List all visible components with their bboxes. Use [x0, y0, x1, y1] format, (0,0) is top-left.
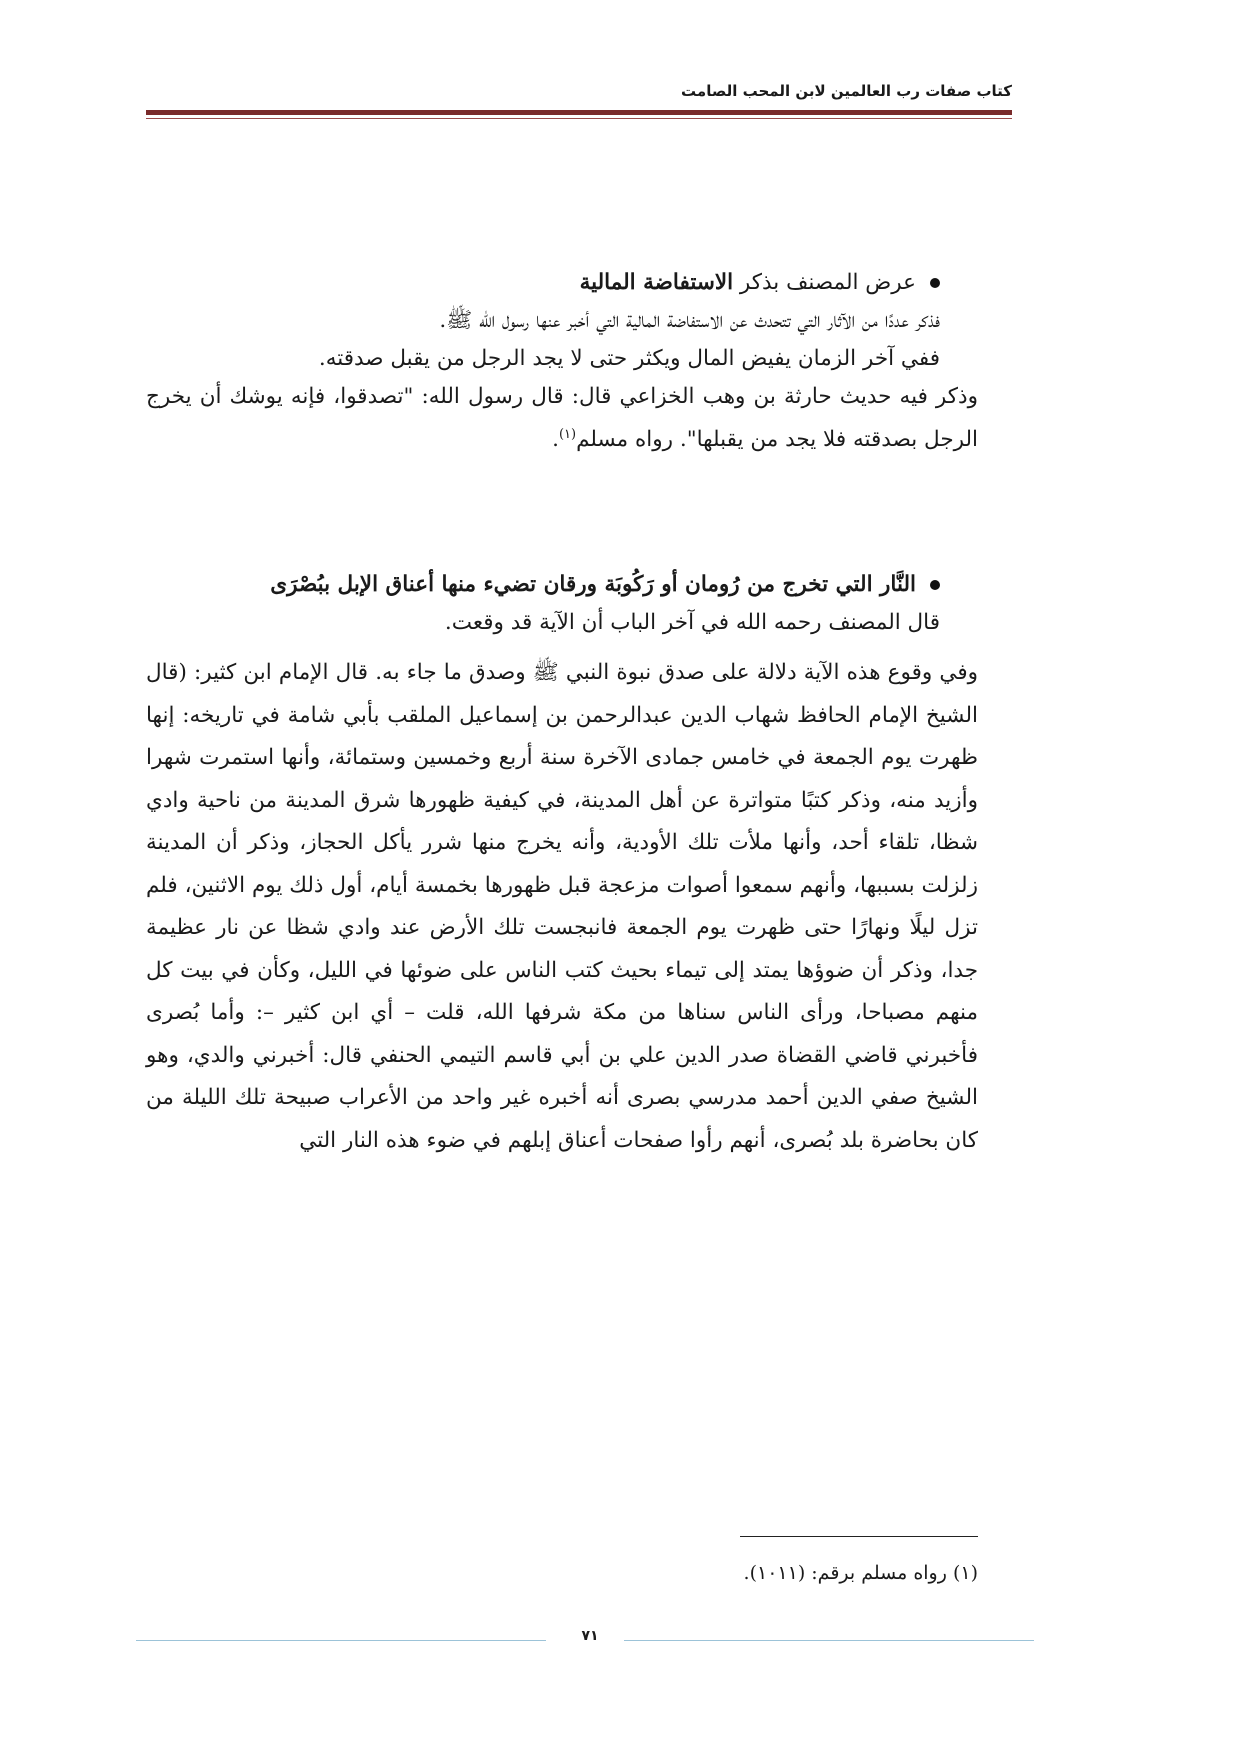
- section-2: [146, 566, 978, 1162]
- paragraph: وذكر فيه حديث حارثة بن وهب الخزاعي قال: قال رسول الله: "تصدقوا، فإنه يوشك أن يخرج الرجل بصدقته فلا يجد من يقبلها". رواه مسلم$^{(١)}$.: [146, 384, 978, 453]
- paragraph-line: فذكر عددًا من الآثار التي تتحدث عن الاستفاضة المالية التي أخبر عنها رسول الله ﷺ.: [439, 308, 940, 333]
- bullet-icon: [930, 278, 940, 288]
- bullet-icon: [930, 580, 940, 590]
- footnote-separator: [740, 1536, 978, 1537]
- running-header: كتاب صفات رب العالمين لابن المحب الصامت: [681, 82, 1012, 100]
- heading-emphasis: الاستفاضة المالية: [579, 270, 734, 295]
- section-1: [146, 264, 978, 459]
- header-rule: [146, 110, 1012, 115]
- section-1-heading: عرض المصنف بذكر الاستفاضة المالية: [146, 264, 978, 302]
- paragraph-intro: قال المصنف رحمه الله في آخر الباب أن الآية قد وقعت.: [444, 610, 940, 635]
- header-rule-thin: [146, 118, 1012, 119]
- paragraph-line: ففي آخر الزمان يفيض المال ويكثر حتى لا يجد الرجل من يقبل صدقته.: [318, 346, 940, 371]
- footer-rule-right: [624, 1640, 1034, 1641]
- footer-rule-left: [136, 1640, 546, 1641]
- footnote-ref: (١): [558, 427, 577, 442]
- main-paragraph: وفي وقوع هذه الآية دلالة على صدق نبوة النبي ﷺ وصدق ما جاء به. قال الإمام ابن كثير: (قال الشيخ الإمام الحافظ شهاب الدين عبدالرحمن بن إسماعيل الملقب بأبي شامة في تاريخه: إنها ظهرت يوم الجمعة في خامس جمادى الآخرة سنة أربع وخمسين وستمائة، وأنها استمرت شهرا وأزيد منه، وذكر كتبًا متواترة عن أهل المدينة، في كيفية ظهورها شرق المدينة من ناحية وادي شظا، تلقاء أحد، وأنها ملأت تلك الأودية، وأنه يخرج منها شرر يأكل الحجاز، وذكر أن المدينة زلزلت بسببها، وأنهم سمعوا أصوات مزعجة قبل ظهورها بخمسة أيام، أول ذلك يوم الاثنين، فلم تزل ليلًا ونهارًا حتى ظهرت يوم الجمعة فانبجست تلك الأرض عند وادي شظا عن نار عظيمة جدا، وذكر أن ضوؤها يمتد إلى تيماء بحيث كتب الناس على ضوئها في الليل، وكأن في بيت كل منهم مصباحا، ورأى الناس سناها من مكة شرفها الله، قلت – أي ابن كثير –: وأما بُصرى فأخبرني قاضي القضاة صدر الدين علي بن أبي قاسم التيمي الحنفي قال: أخبرني والدي، وهو الشيخ صفي الدين أحمد مدرسي بصرى أنه أخبره غير واحد من الأعراب صبيحة تلك الليلة من كان بحاضرة بلد بُصرى، أنهم رأوا صفحات أعناق إبلهم في ضوء هذه النار التي: [146, 660, 978, 1153]
- page-number: ٧١: [581, 1628, 599, 1644]
- section-2-heading: النَّار التي تخرج من رُومان أو رَكُوبَة ورقان تضيء منها أعناق الإبل ببُصْرَى: [146, 566, 978, 604]
- footnote: (١) رواه مسلم برقم: (١٠١١).: [743, 1562, 978, 1584]
